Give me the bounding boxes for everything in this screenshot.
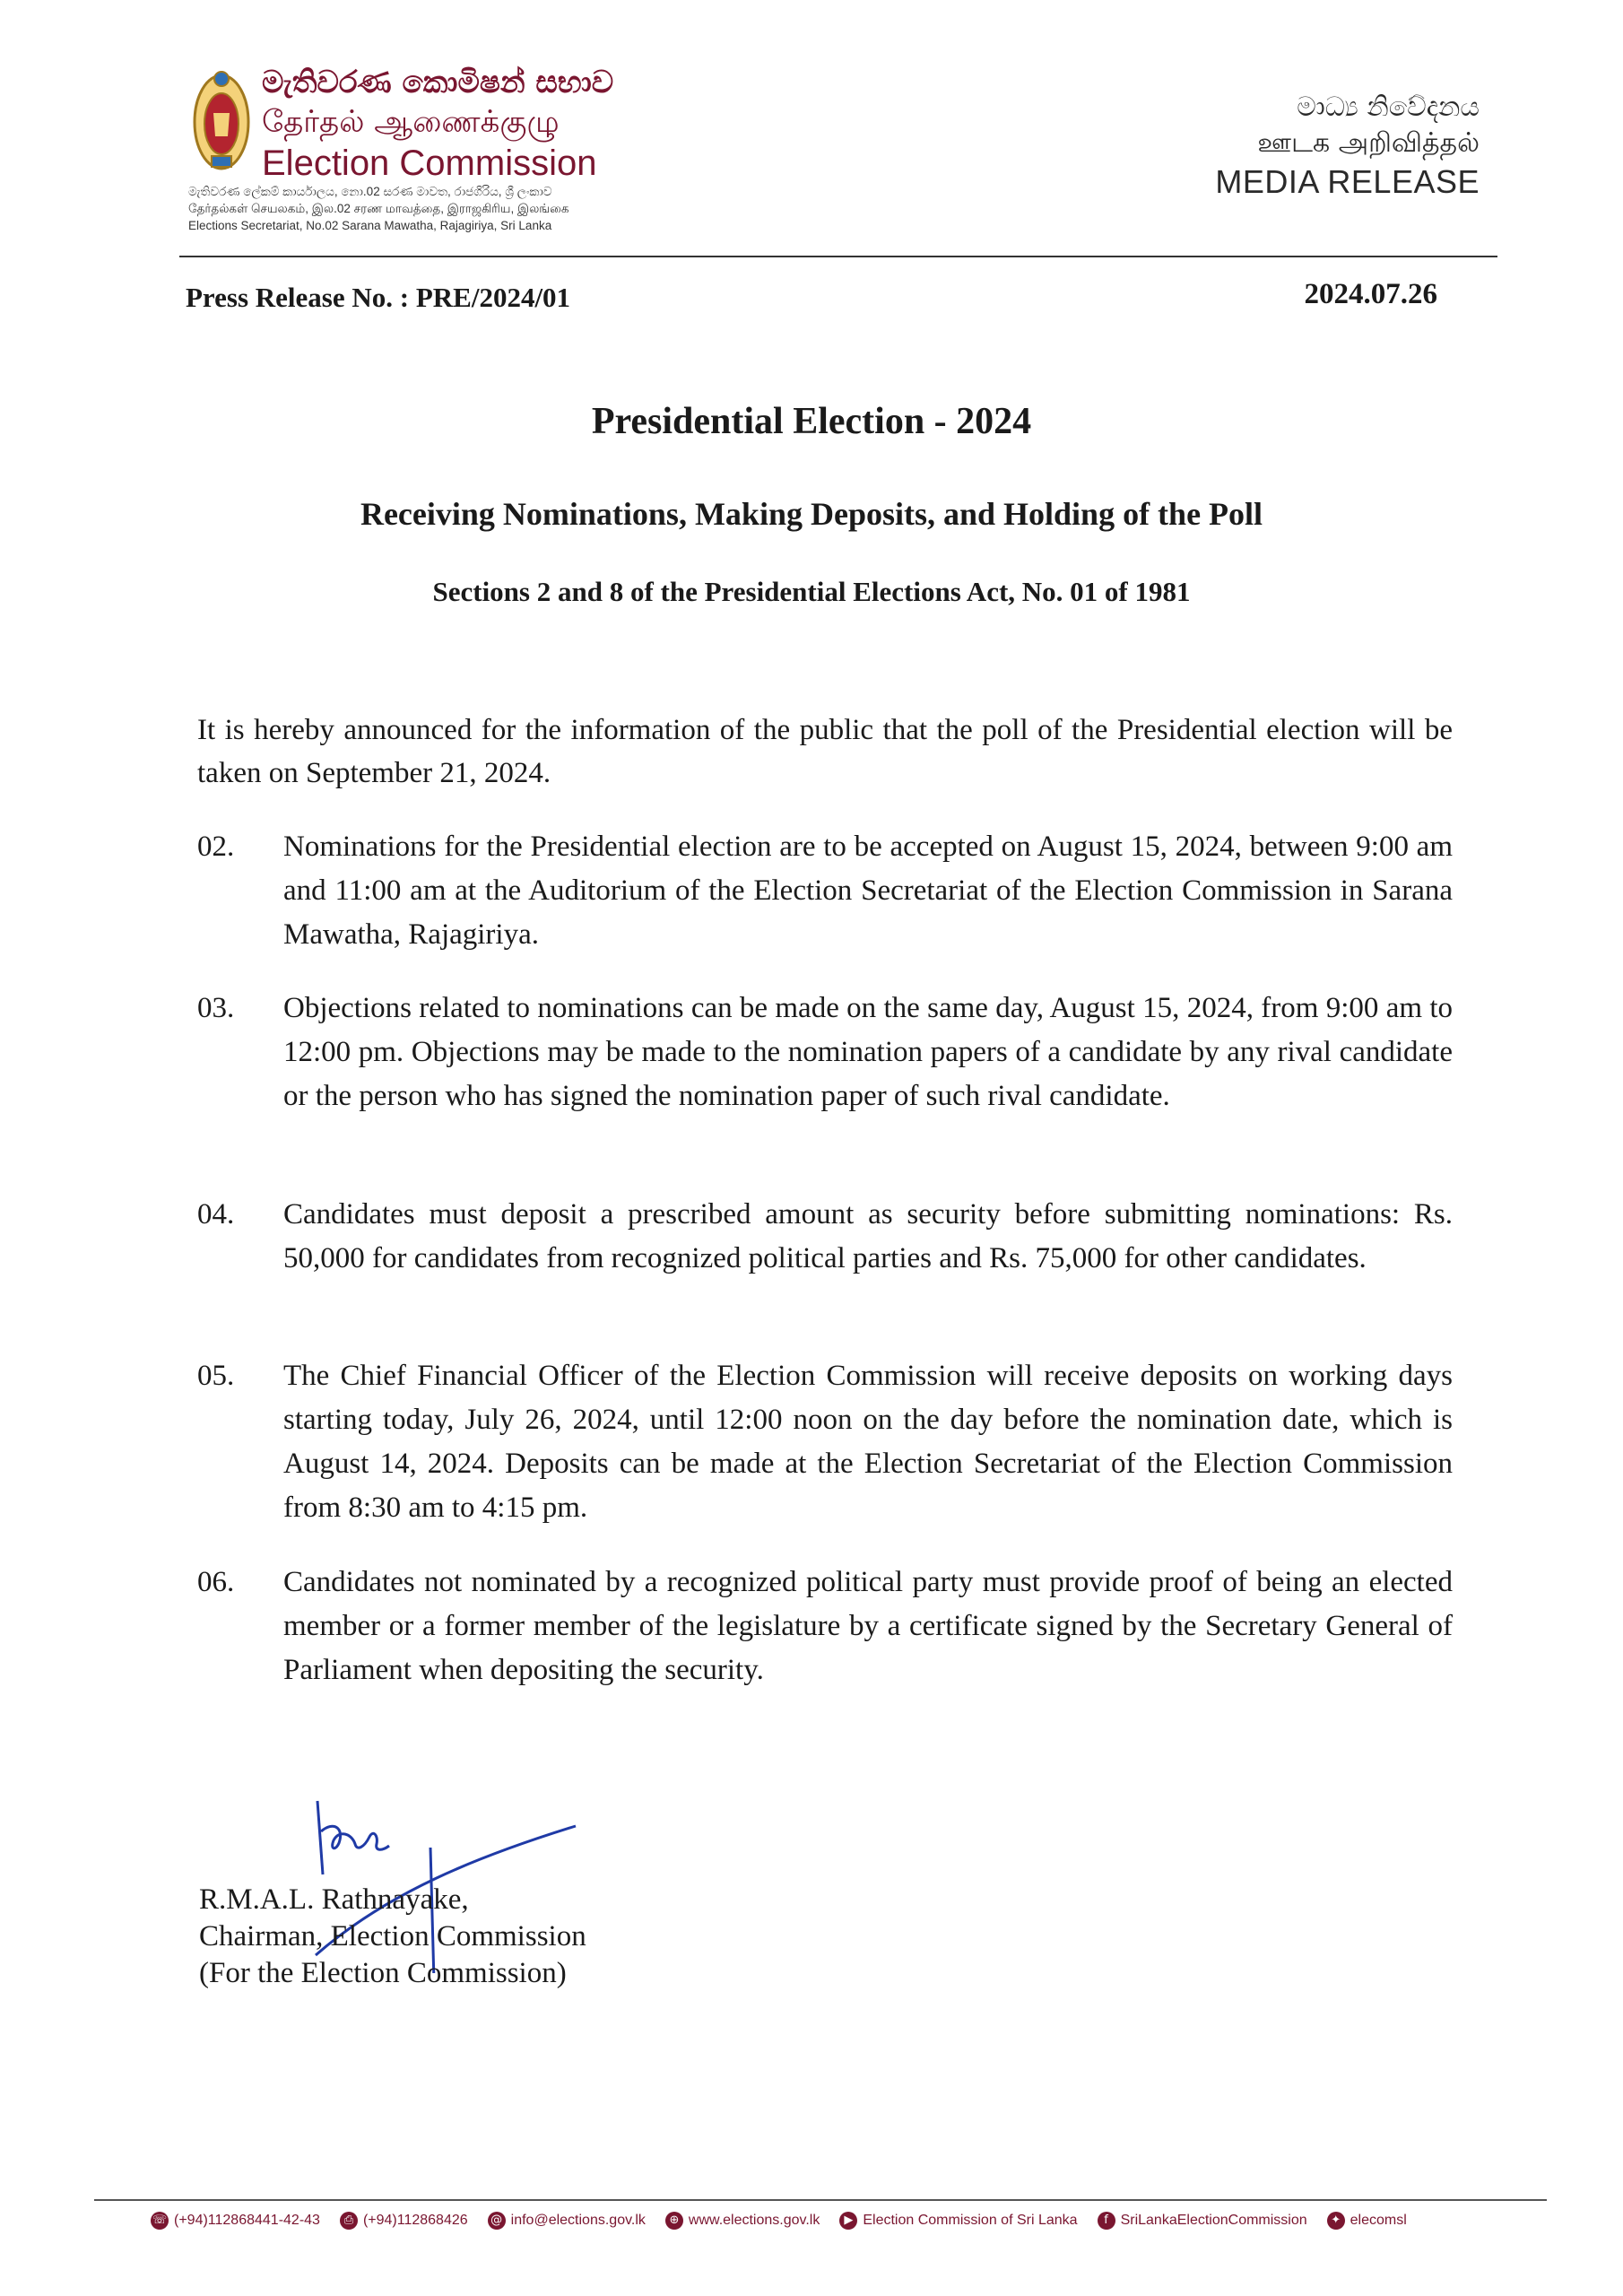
signatory-title: Chairman, Election Commission: [199, 1920, 586, 1952]
twitter-icon: ✦: [1327, 2212, 1345, 2230]
signatory-details: [199, 1882, 586, 1992]
org-name-english: Election Commission: [262, 144, 597, 183]
email-icon: @: [488, 2212, 506, 2230]
footer-fax: ⎙ (+94)112868426: [340, 2212, 468, 2230]
document-subtitle: Receiving Nominations, Making Deposits, and Holding of the Poll: [360, 496, 1263, 532]
fax-icon: ⎙: [340, 2212, 358, 2230]
numbered-paragraph: [197, 1354, 1453, 1530]
footer-website[interactable]: ⊕ www.elections.gov.lk: [665, 2212, 820, 2230]
national-emblem-icon: [192, 68, 251, 176]
numbered-paragraph: [197, 987, 1453, 1118]
signatory-note: (For the Election Commission): [199, 1957, 567, 1989]
paragraph-text: The Chief Financial Officer of the Election Commission will receive deposits on working days starting today, July 26, 2024, until 12:00 noon on the day before the nomination date, which is August 14, 2024. Deposits can be made at the Election Secretariat of the Election Commission from 8:30 am to 4:15 pm.: [283, 1360, 1453, 1524]
legal-reference: Sections 2 and 8 of the Presidential Elections Act, No. 01 of 1981: [432, 576, 1191, 607]
organisation-name: [262, 63, 683, 185]
footer-phone: ☏ (+94)112868441-42-43: [152, 2213, 320, 2228]
header-divider: [179, 256, 1497, 257]
secretariat-address: [188, 183, 673, 234]
paragraph-number: 06.: [197, 1566, 235, 1598]
paragraph-text: Candidates must deposit a prescribed amount as security before submitting nominations: Rs. 50,000 for candidates from recognized political parties and Rs. 75,000 for other candidates.: [283, 1198, 1453, 1274]
org-name-sinhala: මැතිවරණ කොමිෂන් සභාව: [262, 65, 614, 100]
paragraph-number: 05.: [197, 1360, 235, 1392]
letterhead-left: [188, 63, 673, 242]
press-release-number: Press Release No. : PRE/2024/01: [186, 282, 571, 313]
release-date: 2024.07.26: [1304, 278, 1437, 310]
paragraph-text: Objections related to nominations can be made on the same day, August 15, 2024, from 9:00 am to 12:00 pm. Objections may be made to the nomination papers of a candidate by any rival candidate or the person who has signed the nomination paper of such rival candidate.: [283, 992, 1453, 1112]
numbered-paragraph: [197, 1561, 1453, 1692]
footer-youtube[interactable]: ▶ Election Commission of Sri Lanka: [839, 2212, 1077, 2230]
media-release-label: [1103, 90, 1480, 203]
numbered-paragraph: [197, 825, 1453, 957]
media-release-sinhala: මාධ්‍ය නිවේදනය: [1297, 91, 1480, 123]
signature-block: [199, 1794, 827, 1991]
facebook-icon: f: [1098, 2212, 1115, 2230]
paragraph-number: 04.: [197, 1198, 235, 1231]
footer-twitter[interactable]: ✦ elecomsl: [1327, 2212, 1407, 2230]
globe-icon: ⊕: [665, 2212, 683, 2230]
intro-paragraph: It is hereby announced for the information of the public that the poll of the Presidential election will be taken on September 21, 2024.: [197, 714, 1453, 789]
contact-footer: [151, 2212, 1514, 2230]
paragraph-text: Candidates not nominated by a recognized political party must provide proof of being an elected member or a former member of the legislature by a certificate signed by the Secretary General of Parliament when depositing the security.: [283, 1566, 1453, 1686]
document-title: Presidential Election - 2024: [591, 401, 1032, 442]
media-release-tamil: ஊடக அறிவித்தல்: [1257, 127, 1480, 159]
signatory-name: R.M.A.L. Rathnayake,: [199, 1883, 469, 1916]
footer-email[interactable]: @ info@elections.gov.lk: [488, 2212, 646, 2230]
phone-icon: ☏: [151, 2212, 169, 2230]
paragraph-number: 03.: [197, 992, 235, 1024]
youtube-icon: ▶: [839, 2212, 857, 2230]
address-english: Elections Secretariat, No.02 Sarana Mawatha, Rajagiriya, Sri Lanka: [188, 219, 552, 232]
address-tamil: தேர்தல்கள் செயலகம், இல.02 சரண மாவத்தை, இராஜகிரிய, இலங்கை: [188, 202, 569, 215]
footer-divider: [94, 2199, 1547, 2201]
address-sinhala: මැතිවරණ ලේකම් කාර්යාලය, නො.02 සරණ මාවත, රාජගිරිය, ශ්‍රී ලංකාව: [188, 185, 552, 198]
org-name-tamil: தேர்தல் ஆணைக்குழு: [262, 104, 560, 140]
media-release-english: MEDIA RELEASE: [1215, 163, 1480, 200]
numbered-paragraph: [197, 1193, 1453, 1281]
paragraph-text: Nominations for the Presidential election are to be accepted on August 15, 2024, between 9:00 am and 11:00 am at the Auditorium of the Election Secretariat of the Election Commission in Sarana Mawatha, Rajagiriya.: [283, 831, 1453, 951]
footer-facebook[interactable]: f SriLankaElectionCommission: [1098, 2212, 1307, 2230]
paragraph-number: 02.: [197, 831, 235, 863]
